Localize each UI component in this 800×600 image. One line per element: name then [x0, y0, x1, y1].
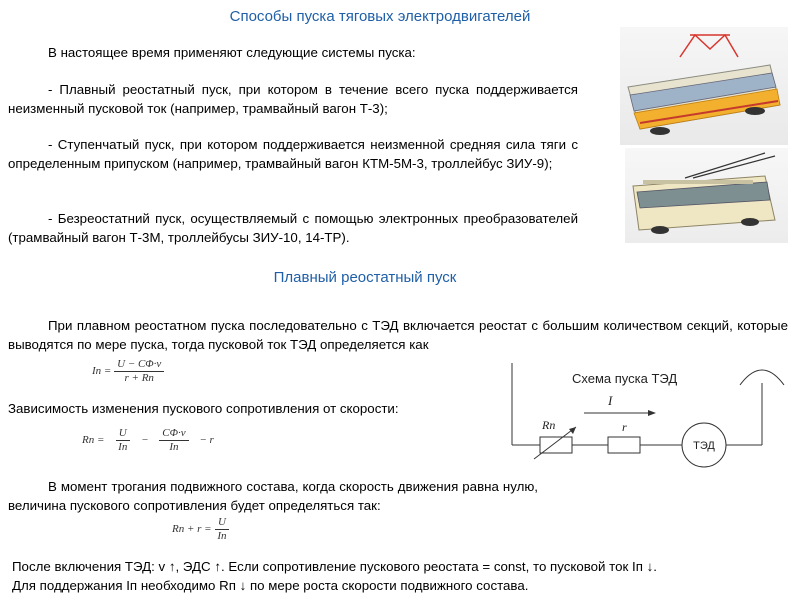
- formula2-a-denominator: Iп: [118, 441, 128, 453]
- formula2-lhs: Rп =: [82, 434, 105, 447]
- rheostat-label: Rп: [542, 418, 556, 432]
- formula2-b-denominator: Iп: [169, 441, 179, 453]
- footer-line-2: Для поддержания Iп необходимо Rп ↓ по мере роста скорости подвижного состава.: [12, 578, 529, 593]
- current-label: I: [608, 393, 613, 408]
- formula1-numerator: U − CΦ·v: [114, 358, 164, 372]
- formula2-a-numerator: U: [116, 427, 130, 441]
- formula-start-current: [92, 358, 164, 385]
- motor-label: ТЭД: [693, 440, 715, 452]
- formula2-tail: − r: [199, 434, 214, 447]
- resistor-r-label: r: [622, 420, 627, 434]
- smooth-start-paragraph: При плавном реостатном пуска последовательно с ТЭД включается реостат с большим количеством секций, которые выводятся по мере пуска, тогда пусковой ток ТЭД определяется как: [8, 318, 788, 352]
- intro-lead: В настоящее время применяют следующие системы пуска:: [48, 45, 416, 60]
- intro-item-nonrheostatic: - Безреостатний пуск, осуществляемый с помощью электронных преобразователей (трамвайный вагон Т-3М, троллейбусы ЗИУ-10, 14-ТР).: [8, 211, 578, 245]
- formula3-denominator: Iп: [217, 530, 227, 542]
- tram-photo: [620, 27, 788, 145]
- standstill-paragraph: В момент трогания подвижного состава, когда скорость движения равна нулю, величина пускового сопротивления будет определяться так:: [8, 479, 538, 513]
- start-circuit-diagram: [500, 355, 800, 515]
- formula-initial-resistance: [172, 516, 230, 543]
- footer-line-1: После включения ТЭД: v ↑, ЭДС ↑. Если сопротивление пускового реостата = const, то пусковой ток Iп ↓.: [12, 559, 657, 574]
- resistor-r: [608, 437, 640, 453]
- formula1-lhs: Iп =: [92, 365, 112, 378]
- dependence-label: Зависимость изменения пускового сопротивления от скорости:: [8, 401, 399, 416]
- formula-start-resistance: [82, 427, 214, 454]
- intro-item-stepped: - Ступенчатый пуск, при котором поддерживается неизменной средняя сила тяги с определенным припуском (например, трамвайный вагон КТМ-5М-3, троллейбус ЗИУ-9);: [8, 137, 578, 171]
- formula1-denominator: r + Rп: [124, 372, 154, 384]
- formula2-minus: −: [141, 434, 149, 447]
- page-title: Способы пуска тяговых электродвигателей: [229, 8, 531, 25]
- trolleybus-photo: [625, 148, 788, 243]
- section-title-smooth-start: Плавный реостатный пуск: [273, 269, 457, 286]
- diagram-title: Схема пуска ТЭД: [572, 371, 678, 386]
- formula3-lhs: Rп + r =: [172, 523, 212, 536]
- intro-item-smooth: - Плавный реостатный пуск, при котором в течение всего пуска поддерживается неизменный пусковой ток (например, трамвайный вагон Т-3);: [8, 82, 578, 116]
- formula3-numerator: U: [215, 516, 229, 530]
- formula2-b-numerator: CΦ·v: [159, 427, 188, 441]
